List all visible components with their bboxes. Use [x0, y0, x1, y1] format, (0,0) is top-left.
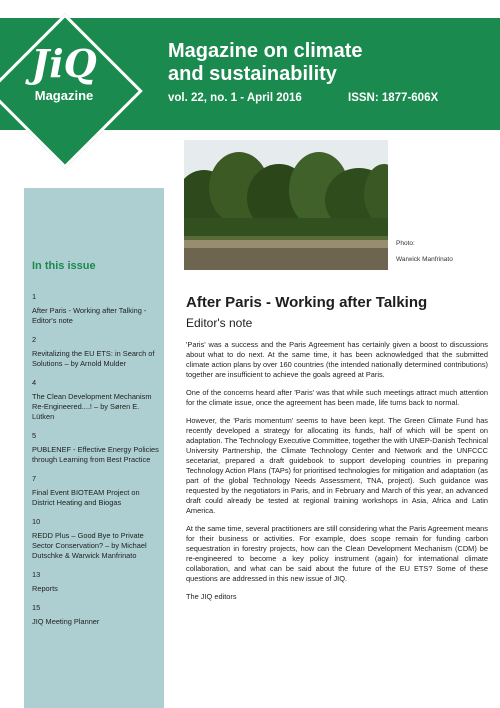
headline-line-1: Magazine on climate — [168, 40, 363, 62]
toc-item[interactable] — [32, 335, 160, 369]
toc-item[interactable] — [32, 378, 160, 422]
article-paragraph: One of the concerns heard after 'Paris' was that while such meetings attract much attention for the climate issue, once the agreement has been made, life turns back to normal. — [186, 388, 488, 407]
toc-page-number: 5 — [32, 431, 37, 440]
toc-item[interactable] — [32, 292, 160, 326]
toc-item-title: PUBLENEF - Effective Energy Policies through Learning from Best Practice — [32, 445, 159, 464]
toc-item-title: After Paris - Working after Talking - Editor's note — [32, 306, 147, 325]
magazine-headline — [168, 40, 488, 86]
toc-page-number: 2 — [32, 335, 37, 344]
article-paragraph: However, the 'Paris momentum' seems to have been kept. The Green Climate Fund has recently developed a strategy for allocating its funds, half of which will be spent on adaptation. The Technology Executive Committee, together the with UNEP-Danish Technical University Partnership, the Climate Technology Center and Network and the UNFCCC secetariat, prepared a draft guidebook to support developing countries in preparing Technology Action Plans (TAPs) for prioritised technologies for mitigation and adaptation (as part of the global Technology Needs Assessment, TNA, project). Such guidance was requested by the negotiators in Paris, and in February and March of this year, an advanced draft could already be tested at regional training workshops in Asia, Africa and Latin America. — [186, 416, 488, 515]
toc-item-title: REDD Plus – Good Bye to Private Sector Conservation? – by Michael Dutschke & Warwick Manfrinato — [32, 531, 147, 560]
toc-item[interactable] — [32, 603, 160, 627]
article-subtitle: Editor's note — [186, 316, 253, 330]
toc-item-title: The Clean Development Mechanism Re-Engineered....! – by Søren E. Lütken — [32, 392, 152, 421]
toc-page-number: 4 — [32, 378, 37, 387]
toc-item-title: JIQ Meeting Planner — [32, 617, 100, 626]
article-paragraph: At the same time, several practitioners are still considering what the Paris Agreement means for their business or activities. For example, does scope remain for funding carbon sequestration in forestry projects, how can the Clean Development Mechanism (CDM) be re-engineered to become a key policy instrument (again) for international climate collaboration, and what can be said about the future of the EU ETS? Some of these questions are addressed in this new issue of JIQ. — [186, 524, 488, 583]
toc-item[interactable] — [32, 570, 160, 594]
toc-page-number: 10 — [32, 517, 41, 526]
toc-item[interactable] — [32, 431, 160, 465]
cover-photo — [184, 140, 388, 270]
forest-river-image — [184, 140, 388, 270]
toc-page-number: 15 — [32, 603, 41, 612]
article-paragraph: 'Paris' was a success and the Paris Agreement has certainly given a boost to discussions about what to do next. At the same time, it has been acknowledged that the submitted climate action plans by over 160 countries (the intended nationally determined contributions) together are insufficient to achieve the goals agreed at Paris. — [186, 340, 488, 379]
logo-subtext: Magazine — [34, 88, 94, 103]
toc-page-number: 1 — [32, 292, 37, 301]
issn: ISSN: 1877-606X — [348, 92, 439, 104]
article-body — [186, 340, 488, 610]
toc-item-title: Final Event BIOTEAM Project on District Heating and Biogas — [32, 488, 140, 507]
headline-line-2: and sustainability — [168, 63, 337, 85]
logo-text: JiQ — [31, 41, 97, 86]
toc-page-number: 13 — [32, 570, 41, 579]
photo-credit-name: Warwick Manfrinato — [396, 256, 453, 263]
photo-credit-label: Photo: — [396, 240, 415, 247]
sidebar — [24, 188, 164, 708]
logo — [14, 42, 114, 132]
article-signature: The JIQ editors — [186, 592, 237, 601]
table-of-contents — [32, 292, 160, 636]
toc-item[interactable] — [32, 474, 160, 508]
article-title: After Paris - Working after Talking — [186, 294, 428, 311]
toc-page-number: 7 — [32, 474, 37, 483]
toc-item-title: Reports — [32, 584, 58, 593]
sidebar-title: In this issue — [32, 260, 96, 272]
toc-item-title: Revitalizing the EU ETS: in Search of Solutions – by Arnold Mulder — [32, 349, 155, 368]
toc-item[interactable] — [32, 517, 160, 561]
issue-info: vol. 22, no. 1 - April 2016 — [168, 92, 302, 104]
